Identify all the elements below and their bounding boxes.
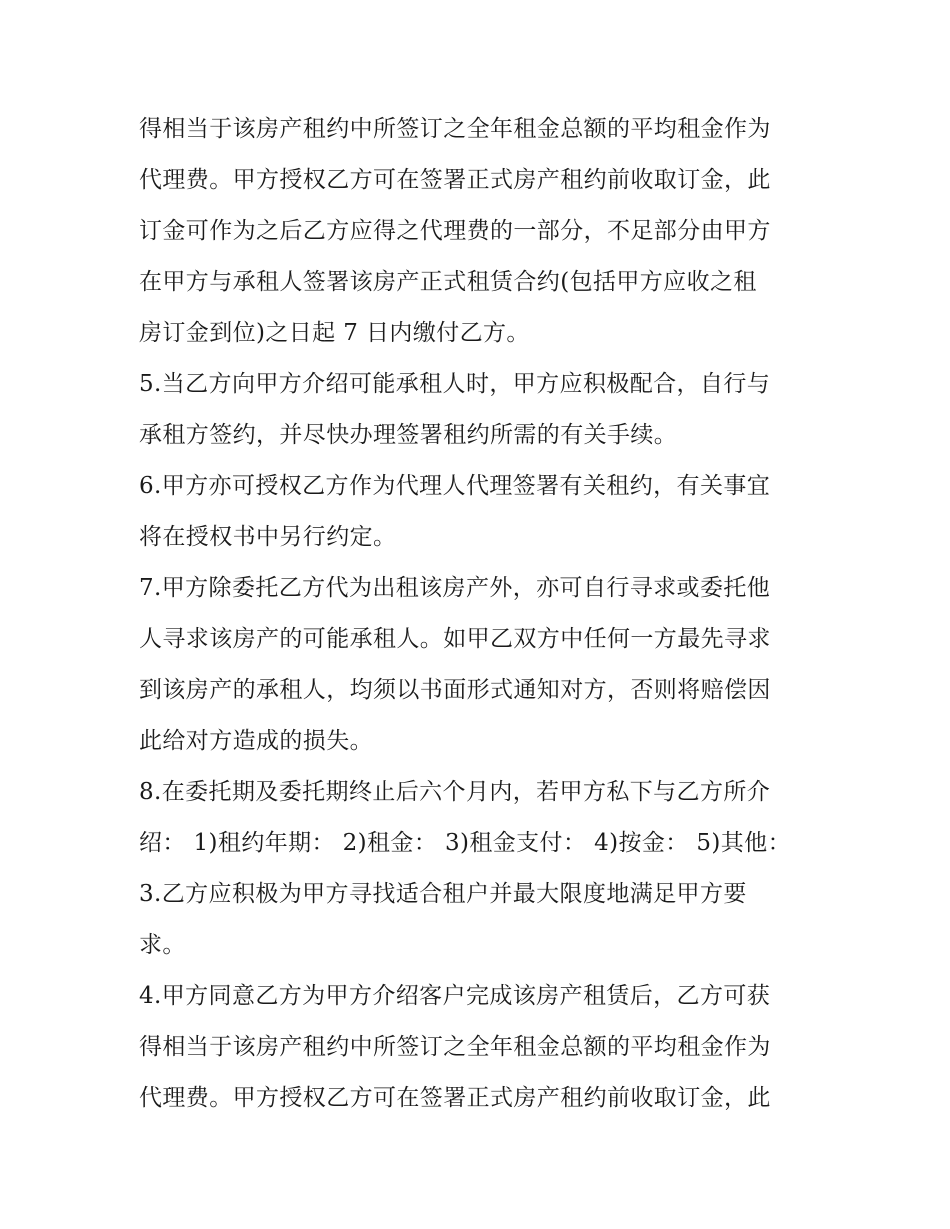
text-line: 求。 [139,932,186,958]
text-line: 订金可作为之后乙方应得之代理费的一部分，不足部分由甲方 [139,218,771,244]
clause-5-line: 5.当乙方向甲方介绍可能承租人时，甲方应积极配合，自行与 [139,371,771,397]
text-line: 在甲方与承租人签署该房产正式租赁合约(包括甲方应收之租 [139,269,757,295]
text-line: 承租方签约，并尽快办理签署租约所需的有关手续。 [139,422,678,448]
text-line: 代理费。甲方授权乙方可在签署正式房产租约前收取订金，此 [139,167,771,193]
clause-3-line: 3.乙方应积极为甲方寻找适合租户并最大限度地满足甲方要 [139,881,747,907]
clause-7-line: 7.甲方除委托乙方代为出租该房产外，亦可自行寻求或委托他 [139,575,771,601]
text-line: 代理费。甲方授权乙方可在签署正式房产租约前收取订金，此 [139,1085,771,1111]
clause-4-line: 4.甲方同意乙方为甲方介绍客户完成该房产租赁后，乙方可获 [139,983,771,1009]
text-line: 人寻求该房产的可能承租人。如甲乙双方中任何一方最先寻求 [139,626,771,652]
document-body [139,104,829,1124]
text-line: 绍： 1)租约年期： 2)租金： 3)租金支付： 4)按金： 5)其他： [139,830,791,856]
text-line: 得相当于该房产租约中所签订之全年租金总额的平均租金作为 [139,1034,771,1060]
text-line: 到该房产的承租人，均须以书面形式通知对方，否则将赔偿因 [139,677,771,703]
text-line: 将在授权书中另行约定。 [139,524,397,550]
text-line: 此给对方造成的损失。 [139,728,373,754]
text-line: 得相当于该房产租约中所签订之全年租金总额的平均租金作为 [139,116,771,142]
clause-6-line: 6.甲方亦可授权乙方作为代理人代理签署有关租约，有关事宜 [139,473,771,499]
text-line: 房订金到位)之日起 7 日内缴付乙方。 [139,320,530,346]
clause-8-line: 8.在委托期及委托期终止后六个月内，若甲方私下与乙方所介 [139,779,771,805]
